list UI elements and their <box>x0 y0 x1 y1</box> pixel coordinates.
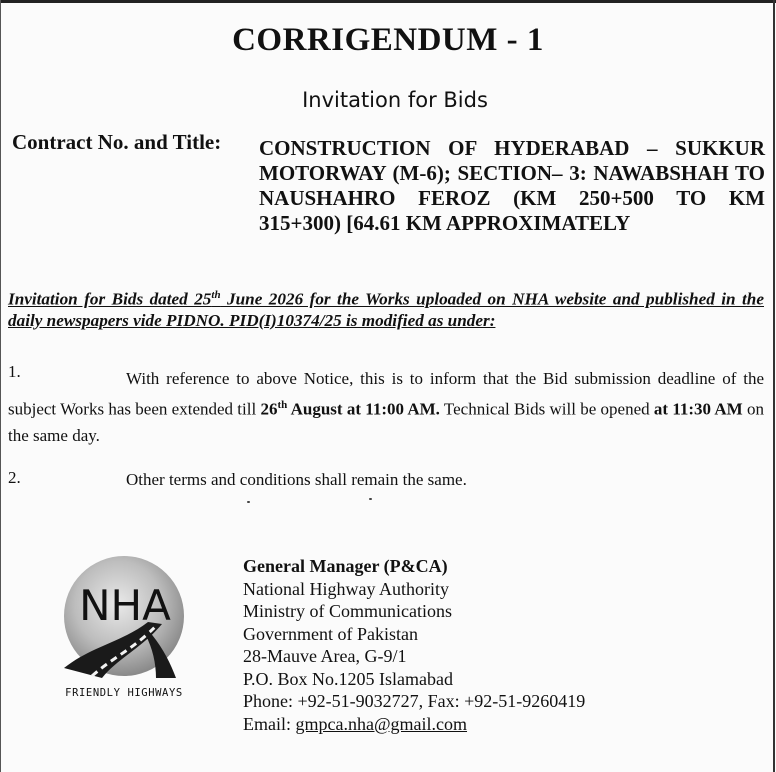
contract-label: Contract No. and Title: <box>12 130 222 154</box>
nha-logo <box>52 550 200 710</box>
paragraph-2-number: 2. <box>8 468 21 487</box>
contract-title: CONSTRUCTION OF HYDERABAD – SUKKUR MOTORWAY (M-6); SECTION– 3: NAWABSHAH TO NAUSHAHRO FEROZ (KM 250+500 TO KM 315+300) [64.61 KM APPROXIMATELY <box>259 136 765 235</box>
intro-text-start: Invitation for Bids dated 25 <box>8 289 212 309</box>
document-subtitle: Invitation for Bids <box>302 88 488 112</box>
right-border <box>773 0 775 772</box>
signature-email-row <box>243 713 585 736</box>
left-border <box>0 0 1 772</box>
top-border <box>0 0 776 3</box>
p1-text-a: With reference to above Notice, this is to inform that the Bid submission deadline of the subject Works has been extended till <box>8 369 764 419</box>
email-link[interactable]: gmpca.nha@gmail.com <box>295 713 468 734</box>
p1-deadline-rest: August at 11:00 AM. <box>287 399 440 419</box>
signature-line: Government of Pakistan <box>243 623 418 644</box>
scan-speck <box>247 501 250 503</box>
signature-line: P.O. Box No.1205 Islamabad <box>243 668 453 689</box>
logo-tagline: FRIENDLY HIGHWAYS <box>65 687 183 699</box>
p1-deadline-day: 26 <box>260 399 278 419</box>
p1-text-c: on the same day. <box>8 399 764 445</box>
signature-line: National Highway Authority <box>243 578 449 599</box>
paragraph-1-number: 1. <box>8 362 21 381</box>
intro-superscript: th <box>211 289 221 301</box>
intro-text-end: June 2026 for the Works uploaded on NHA website and published in the daily newspapers vide PIDNO. PID(I)10374/25 is modified as under: <box>8 289 764 330</box>
intro-notice <box>8 285 764 331</box>
signature-designation: General Manager (P&CA) <box>243 556 448 576</box>
p1-deadline-superscript: th <box>277 399 288 411</box>
logo-letters: NHA <box>79 581 171 630</box>
p1-opening-time: at 11:30 AM <box>653 399 743 419</box>
email-label: Email: <box>243 713 296 734</box>
paragraph-2-text: Other terms and conditions shall remain the same. <box>126 470 467 489</box>
document-title: CORRIGENDUM - 1 <box>232 22 544 58</box>
signature-line: Ministry of Communications <box>243 601 452 621</box>
signature-block <box>243 555 585 735</box>
p1-text-b: Technical Bids will be opened <box>439 399 654 419</box>
scan-speck <box>369 498 372 500</box>
paragraph-1-text <box>8 366 764 449</box>
signature-line: Phone: +92-51-9032727, Fax: +92-51-9260419 <box>243 691 586 711</box>
signature-line: 28-Mauve Area, G-9/1 <box>243 646 407 666</box>
